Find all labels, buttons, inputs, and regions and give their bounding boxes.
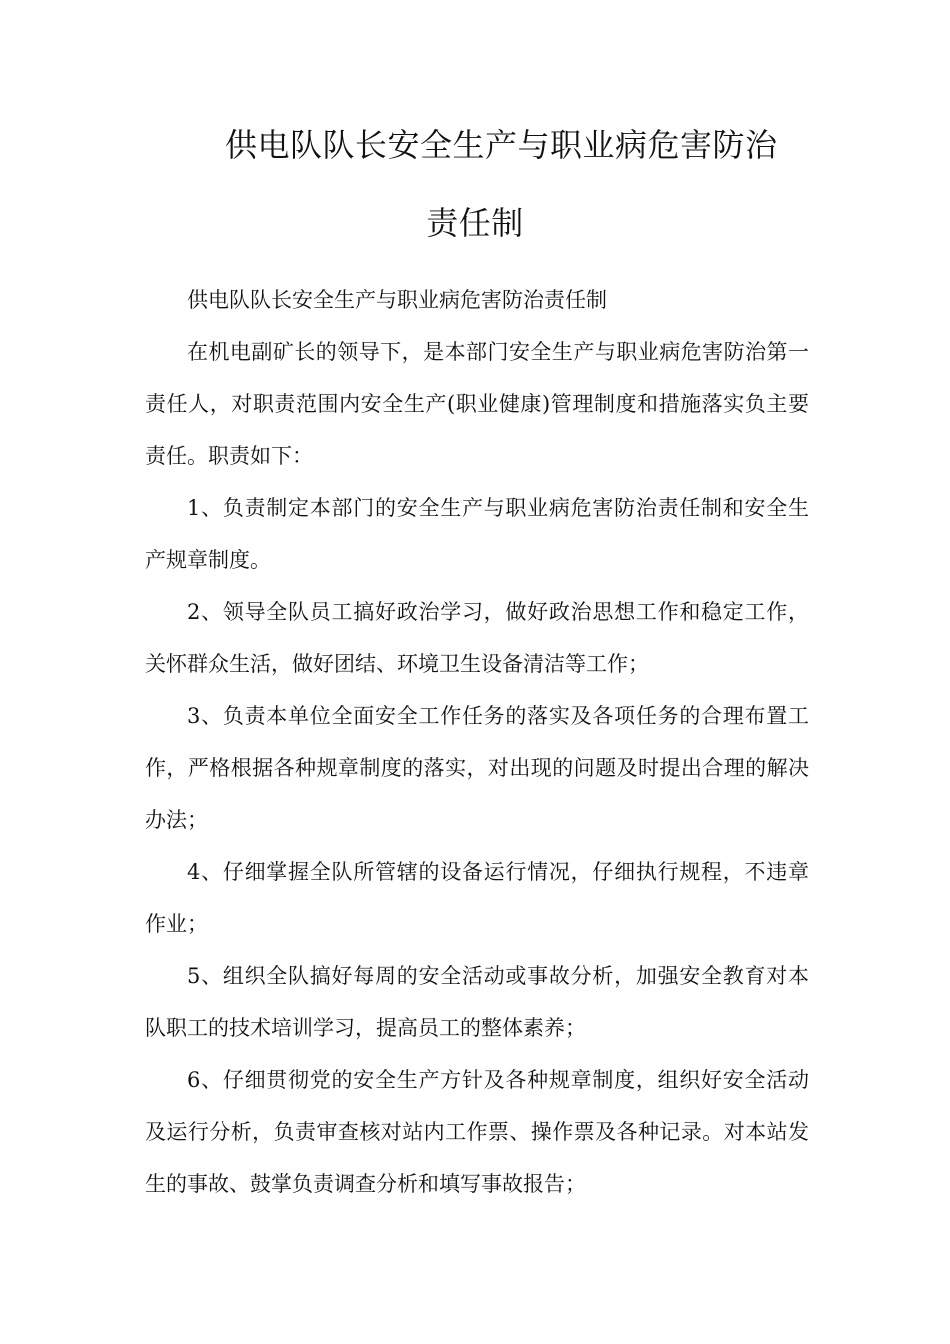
paragraph-item-5: 5、组织全队搞好每周的安全活动或事故分析，加强安全教育对本队职工的技术培训学习，提高员工的整体素养；: [145, 964, 809, 1040]
document-title-line-2: 责任制: [426, 204, 524, 242]
paragraph-item-4: 4、仔细掌握全队所管辖的设备运行情况，仔细执行规程，不违章作业；: [145, 860, 809, 936]
paragraph-subtitle: 供电队队长安全生产与职业病危害防治责任制: [187, 288, 607, 312]
document-body: [145, 274, 809, 1210]
paragraph-item-1: 1、负责制定本部门的安全生产与职业病危害防治责任制和安全生产规章制度。: [145, 496, 809, 572]
document-title-line-1: 供电队队长安全生产与职业病危害防治: [225, 126, 778, 164]
paragraph-item-6: 6、仔细贯彻党的安全生产方针及各种规章制度，组织好安全活动及运行分析，负责审查核对站内工作票、操作票及各种记录。对本站发生的事故、鼓掌负责调查分析和填写事故报告；: [145, 1068, 809, 1196]
paragraph-item-2: 2、领导全队员工搞好政治学习，做好政治思想工作和稳定工作，关怀群众生活，做好团结、环境卫生设备清洁等工作；: [145, 600, 809, 676]
paragraph-intro: 在机电副矿长的领导下，是本部门安全生产与职业病危害防治第一责任人，对职责范围内安全生产(职业健康)管理制度和措施落实负主要责任。职责如下：: [145, 340, 809, 468]
paragraph-item-3: 3、负责本单位全面安全工作任务的落实及各项任务的合理布置工作，严格根据各种规章制度的落实，对出现的问题及时提出合理的解决办法；: [145, 704, 809, 832]
